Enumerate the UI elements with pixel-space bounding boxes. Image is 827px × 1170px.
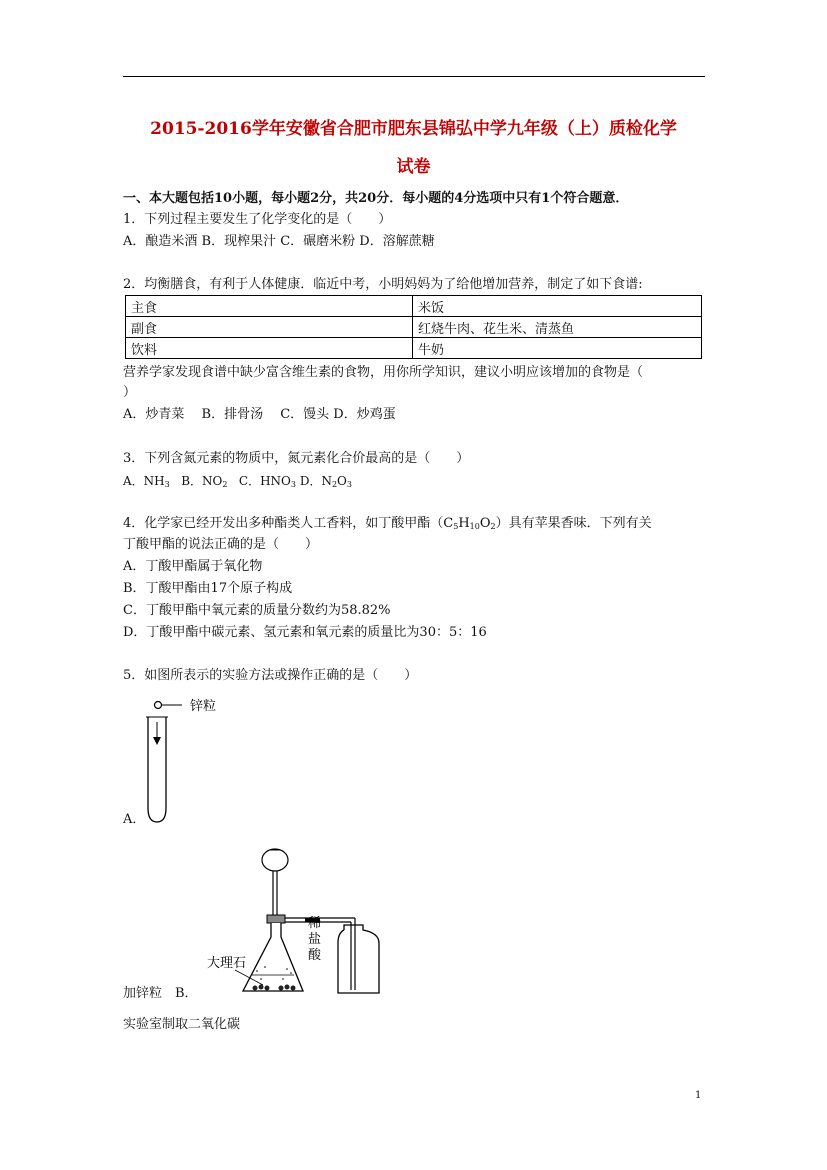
zinc-label: 锌粒 — [190, 699, 217, 714]
test-tube-figure — [140, 695, 250, 825]
acid-label: 酸 — [308, 948, 322, 963]
table-row — [126, 296, 702, 317]
arrow-head-icon — [153, 737, 161, 745]
q4-stem: 4．化学家已经开发出多种酯类人工香料，如丁酸甲酯$(C_5H_{10}O_2)$具有苹果香味．下列有关 — [123, 516, 652, 531]
q4-option-b: B．丁酸甲酯由17个原子构成 — [123, 581, 293, 596]
q2-followup-close: ） — [123, 385, 137, 400]
table-cell: 米饭 — [413, 296, 702, 317]
q3-option: D．$N_2O_3$ — [299, 474, 352, 489]
co2-apparatus-figure — [195, 845, 395, 1005]
q3-option: A．$NH_3$ — [123, 474, 170, 489]
table-row — [126, 317, 702, 338]
q5-caption-b: 实验室制取二氧化碳 — [123, 1017, 241, 1032]
acid-label: 盐 — [308, 932, 322, 947]
q4-option-c: C．丁酸甲酯中氧元素的质量分数约为58.82% — [123, 603, 391, 618]
funnel-icon — [262, 849, 288, 871]
table-cell: 牛奶 — [413, 338, 702, 359]
acid-label: 稀 — [308, 916, 322, 931]
q2-stem: 2．均衡膳食，有利于人体健康．临近中考，小明妈妈为了给他增加营养，制定了如下食谱: — [123, 277, 643, 292]
q3-option: C．$HNO_3$ — [238, 474, 296, 489]
q1-stem: 1．下列过程主要发生了化学变化的是（ ） — [123, 212, 392, 227]
table-cell: 红烧牛肉、花生米、清蒸鱼 — [413, 317, 702, 338]
exam-title-line2: 试卷 — [396, 157, 431, 177]
marble-label: 大理石 — [207, 956, 247, 971]
conical-flask-icon — [243, 923, 303, 991]
q5-option-a: A． — [123, 812, 146, 827]
q3-options — [123, 472, 352, 494]
table-cell: 副食 — [126, 317, 413, 338]
table-row — [126, 338, 702, 359]
table-cell: 饮料 — [126, 338, 413, 359]
q1-options: A．酿造米酒 B．现榨果汁 C．碾磨米粉 D．溶解蔗糖 — [123, 234, 435, 249]
stopper-icon — [267, 915, 285, 923]
zinc-granule-icon — [155, 702, 162, 709]
gas-jar-icon — [338, 925, 379, 993]
q2-options: A．炒青菜 B．排骨汤 C．馒头 D．炒鸡蛋 — [123, 407, 396, 422]
section-heading: 一、本大题包括10小题，每小题2分，共20分．每小题的4分选项中只有1个符合题意． — [123, 191, 629, 206]
table-cell: 主食 — [126, 296, 413, 317]
page-number: 1 — [695, 1090, 702, 1101]
exam-title-line1: 2015-2016学年安徽省合肥市肥东县锦弘中学九年级（上）质检化学 — [150, 119, 677, 139]
q4-option-d: D．丁酸甲酯中碳元素、氢元素和氧元素的质量比为30：5：16 — [123, 625, 487, 640]
q5-caption-a: 加锌粒 B． — [123, 986, 198, 1001]
q4-option-a: A．丁酸甲酯属于氧化物 — [123, 559, 263, 574]
menu-table — [125, 295, 702, 359]
q4-stem-line2: 丁酸甲酯的说法正确的是（ ） — [123, 537, 319, 552]
q3-stem: 3．下列含氮元素的物质中，氮元素化合价最高的是（ ） — [123, 451, 470, 466]
q2-followup: 营养学家发现食谱中缺少富含维生素的食物，用你所学知识，建议小明应该增加的食物是（ — [123, 365, 644, 380]
header-rule — [123, 76, 705, 77]
q3-option: B．$NO_2$ — [181, 474, 228, 489]
q5-stem: 5．如图所表示的实验方法或操作正确的是（ ） — [123, 668, 418, 683]
